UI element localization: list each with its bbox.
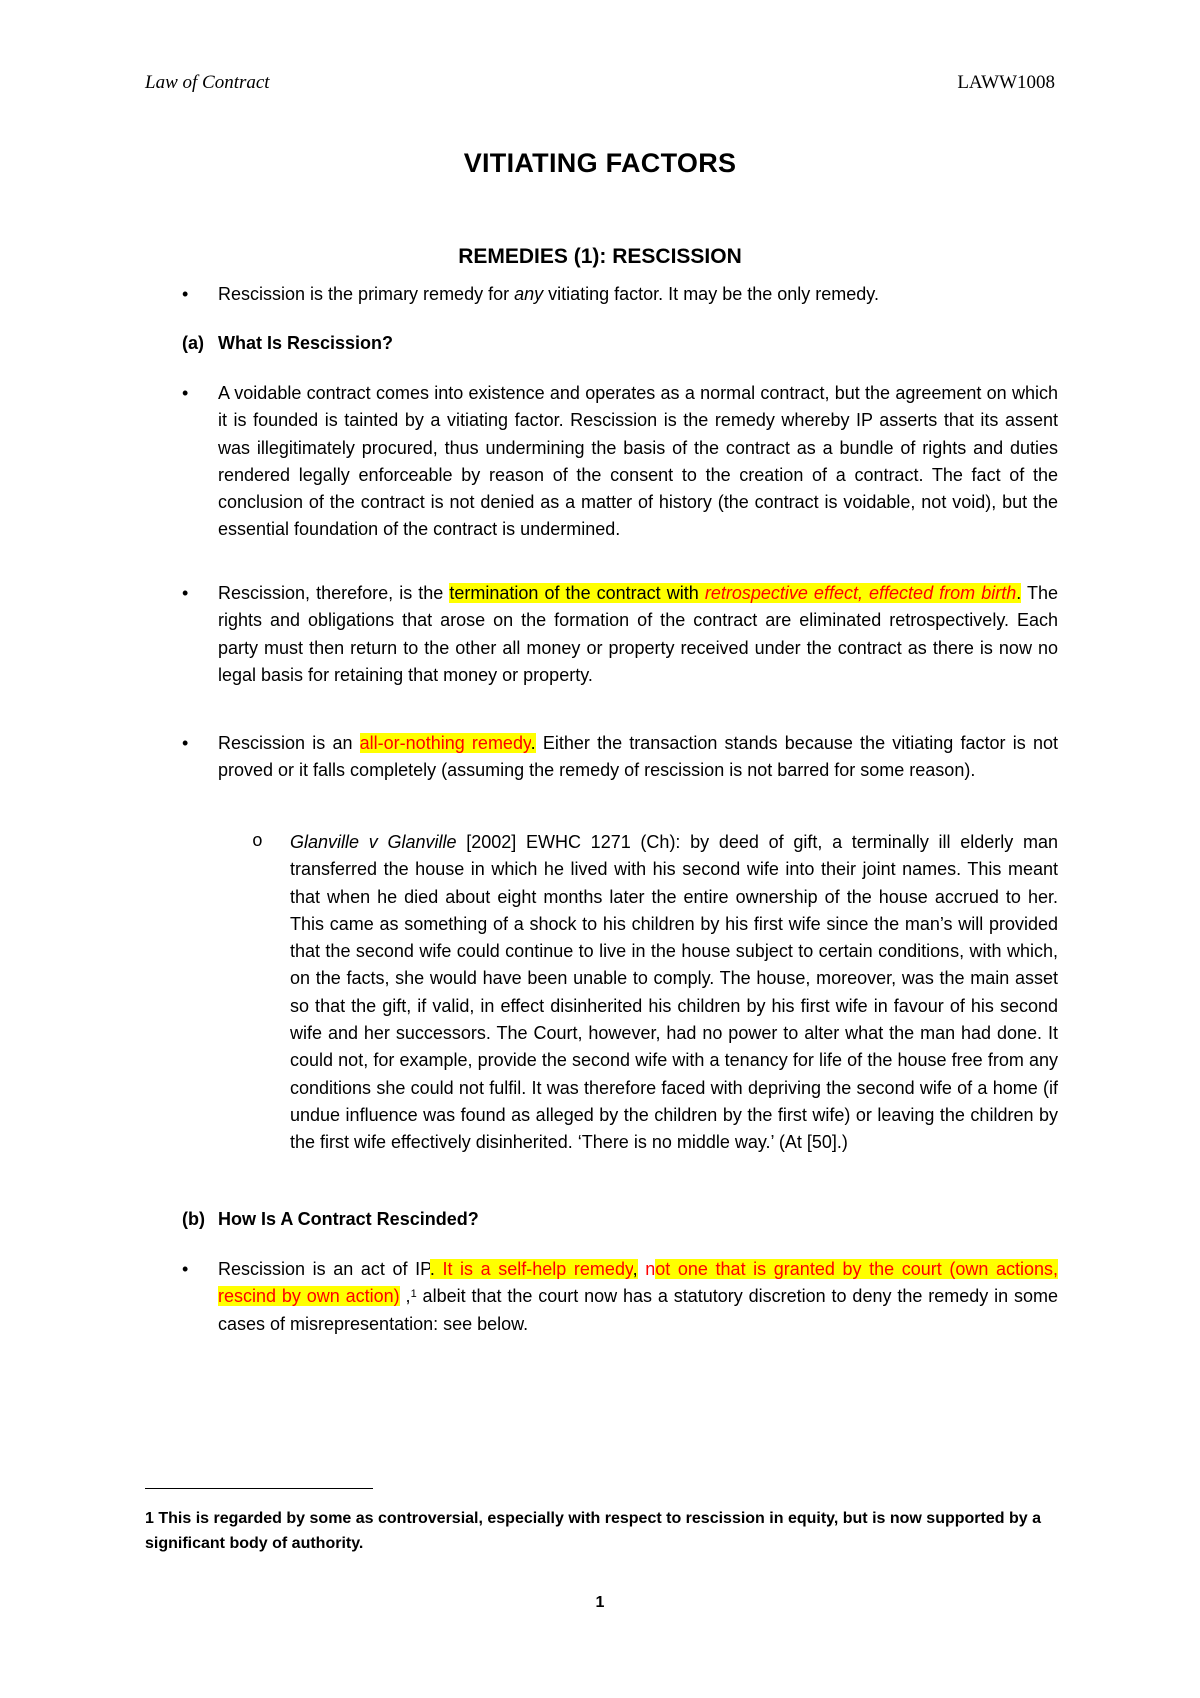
section-a-heading (182, 330, 393, 357)
b-para1-red-n: n (645, 1259, 656, 1279)
bullet-icon: • (182, 583, 189, 603)
section-b-paragraph-1 (218, 1256, 1058, 1338)
section-a-paragraph-2 (218, 580, 1058, 689)
section-a-paragraph-3 (218, 730, 1058, 785)
intro-text-post: vitiating factor. It may be the only remedy. (543, 284, 879, 304)
bullet-icon: • (182, 284, 189, 304)
bullet-icon: • (182, 383, 189, 403)
intro-paragraph (218, 281, 1058, 308)
footnote (145, 1506, 1058, 1556)
section-a-paragraph-1: A voidable contract comes into existence and operates as a normal contract, but the agreement on which it is founded is tainted by a vitiating factor. Rescission is the remedy whereby IP asserts that its assent was illegitimately procured, thus undermining the basis of the contract as a bundle of rights and duties rendered legally enforceable by reason of the consent to the creation of a contract. The fact of the conclusion of the contract is not denied as a matter of history (the contract is voidable, not void), but the essential foundation of the contract is undermined. (218, 383, 1058, 540)
intro-emphasis: any (514, 284, 544, 304)
section-b-title: How Is A Contract Rescinded? (218, 1209, 479, 1229)
para2-highlight: termination of the contract with (449, 583, 705, 603)
sub-bullet-icon: o (252, 832, 263, 852)
case-name: Glanville v Glanville (290, 832, 457, 852)
para2-pre: Rescission, therefore, is the (218, 583, 450, 603)
b-para1-not-granted: ot one that is granted by the court (own actions, rescind by own action) (218, 1259, 1058, 1307)
page-title: VITIATING FACTORS (463, 148, 737, 178)
header-course-code: LAWW1008 (957, 72, 1055, 93)
intro-text-pre: Rescission is the primary remedy for (218, 284, 515, 304)
case-glanville-paragraph (290, 829, 1058, 1157)
b-para1-comma: , (632, 1259, 638, 1279)
section-a-title: What Is Rescission? (218, 333, 394, 353)
page-number: 1 (595, 1594, 605, 1611)
footnote-ref[interactable]: 1 (410, 1288, 417, 1301)
footnote-divider (145, 1488, 373, 1489)
para3-highlight-red: all-or-nothing remedy (359, 733, 531, 753)
para2-highlight-red: retrospective effect, effected from birth (704, 583, 1017, 603)
para2-highlight-end: . (1016, 583, 1022, 603)
para3-pre: Rescission is an (218, 733, 360, 753)
b-para1-highlight-dot: . (429, 1259, 435, 1279)
b-para1-self-help: It is a self-help remedy (434, 1259, 633, 1279)
b-para1-mid: , (399, 1286, 411, 1307)
footnote-text: This is regarded by some as controversial, especially with respect to rescission in equity, but is now supported by a significant body of authority. (145, 1510, 1041, 1552)
page-subtitle: REMEDIES (1): RESCISSION (458, 245, 742, 268)
section-b-label: (b) (182, 1209, 205, 1229)
para2-post: The rights and obligations that arose on the formation of the contract are eliminated retrospectively. Each party must then return to the other all money or property received under the contract as there is now no legal basis for retaining that money or property. (218, 583, 1059, 685)
para3-post: Either the transaction stands because the vitiating factor is not proved or it falls completely (assuming the remedy of rescission is not barred for some reason). (218, 733, 1058, 781)
bullet-icon: • (182, 733, 189, 753)
b-para1-post: albeit that the court now has a statutory discretion to deny the remedy in some cases of misrepresentation: see below. (218, 1286, 1058, 1334)
b-para1-pre: Rescission is an act of IP (218, 1259, 430, 1279)
section-b-heading (182, 1206, 479, 1233)
footnote-number: 1 (145, 1510, 154, 1527)
case-text: [2002] EWHC 1271 (Ch): by deed of gift, a terminally ill elderly man transferred the house in which he lived with his second wife into their joint names. This meant that when he died about eight months later the entire ownership of the house accrued to her. This came as something of a shock to his children by his first wife since the man’s will provided that the second wife could continue to live in the house subject to certain conditions, with which, on the facts, she would have been unable to comply. The house, moreover, was the main asset so that the gift, if valid, in effect disinherited his children by his first wife in favour of his second wife and her successors. The Court, however, had no power to alter what the man had done. It could not, for example, provide the second wife with a tenancy for life of the house free from any conditions she could not fulfil. It was therefore faced with depriving the second wife of a home (if undue influence was found as alleged by the children by the first wife) or leaving the children by the first wife effectively disinherited. ‘There is no middle way.’ (At [50].) (290, 832, 1058, 1153)
para3-highlight-end: . (530, 733, 536, 753)
section-a-label: (a) (182, 333, 204, 353)
header-course-title: Law of Contract (145, 72, 270, 93)
bullet-icon: • (182, 1259, 189, 1279)
